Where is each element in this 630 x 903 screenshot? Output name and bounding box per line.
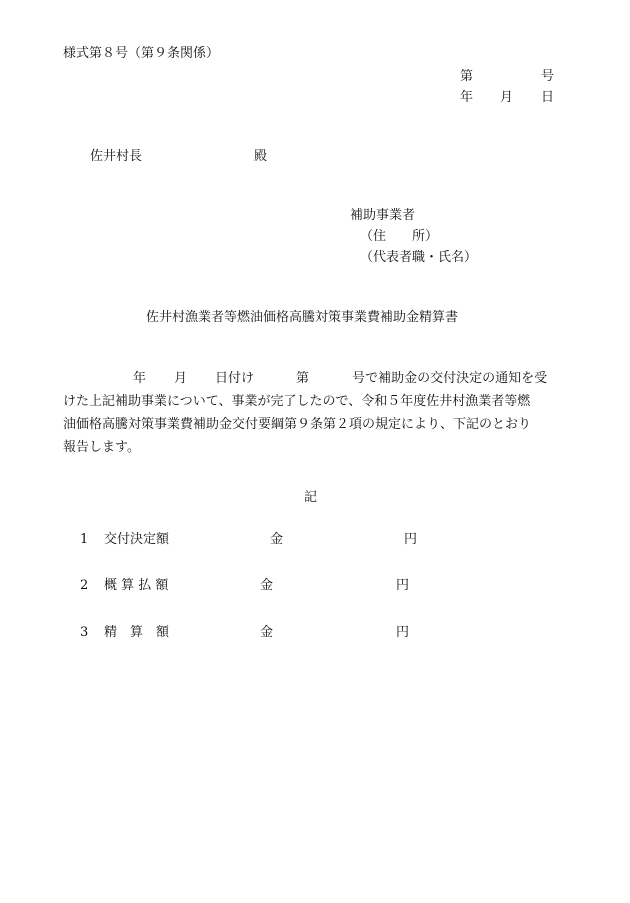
item-1-label: 交付決定額 (104, 532, 170, 547)
item-2-number: 2 (80, 578, 89, 593)
body-year: 年 (133, 371, 147, 386)
item-3-unit: 円 (396, 625, 410, 640)
item-1-currency-prefix: 金 (270, 532, 284, 547)
body-line-1-rest: 号で補助金の交付決定の通知を受 (352, 371, 548, 386)
form-number: 様式第８号（第９条関係） (63, 46, 220, 61)
item-3-currency-prefix: 金 (260, 625, 274, 640)
doc-number-prefix: 第 (460, 69, 474, 84)
date-day: 日 (541, 90, 555, 105)
item-2-currency-prefix: 金 (260, 578, 274, 593)
body-paragraph (63, 367, 563, 459)
doc-number-suffix: 号 (541, 69, 555, 84)
addressee-honorific: 殿 (254, 149, 268, 164)
addressee-name: 佐井村長 (90, 149, 143, 164)
item-3-number: 3 (80, 625, 89, 640)
applicant-label: 補助事業者 (350, 208, 416, 223)
body-no-prefix: 第 (296, 371, 310, 386)
item-2-unit: 円 (396, 578, 410, 593)
body-line-1 (63, 367, 563, 390)
item-2-label: 概 算 払 額 (104, 578, 169, 593)
body-month: 月 (174, 371, 188, 386)
item-1-number: 1 (80, 532, 89, 547)
body-line-4: 報告します。 (63, 440, 140, 455)
item-3-label: 精 算 額 (104, 625, 170, 640)
applicant-address-label: （住 所） (360, 229, 439, 244)
item-1-unit: 円 (404, 532, 418, 547)
applicant-representative-label: （代表者職・氏名） (360, 250, 478, 265)
record-heading: 記 (304, 490, 318, 505)
document-title: 佐井村漁業者等燃油価格高騰対策事業費補助金精算書 (146, 310, 459, 325)
date-year: 年 (460, 90, 474, 105)
body-line-3: 油価格高騰対策事業費補助金交付要綱第９条第２項の規定により、下記のとおり (63, 417, 532, 432)
date-month: 月 (500, 90, 514, 105)
body-day-suffix: 日付け (215, 371, 255, 386)
body-line-2: けた上記補助事業について、事業が完了したので、令和５年度佐井村漁業者等燃 (63, 394, 531, 409)
